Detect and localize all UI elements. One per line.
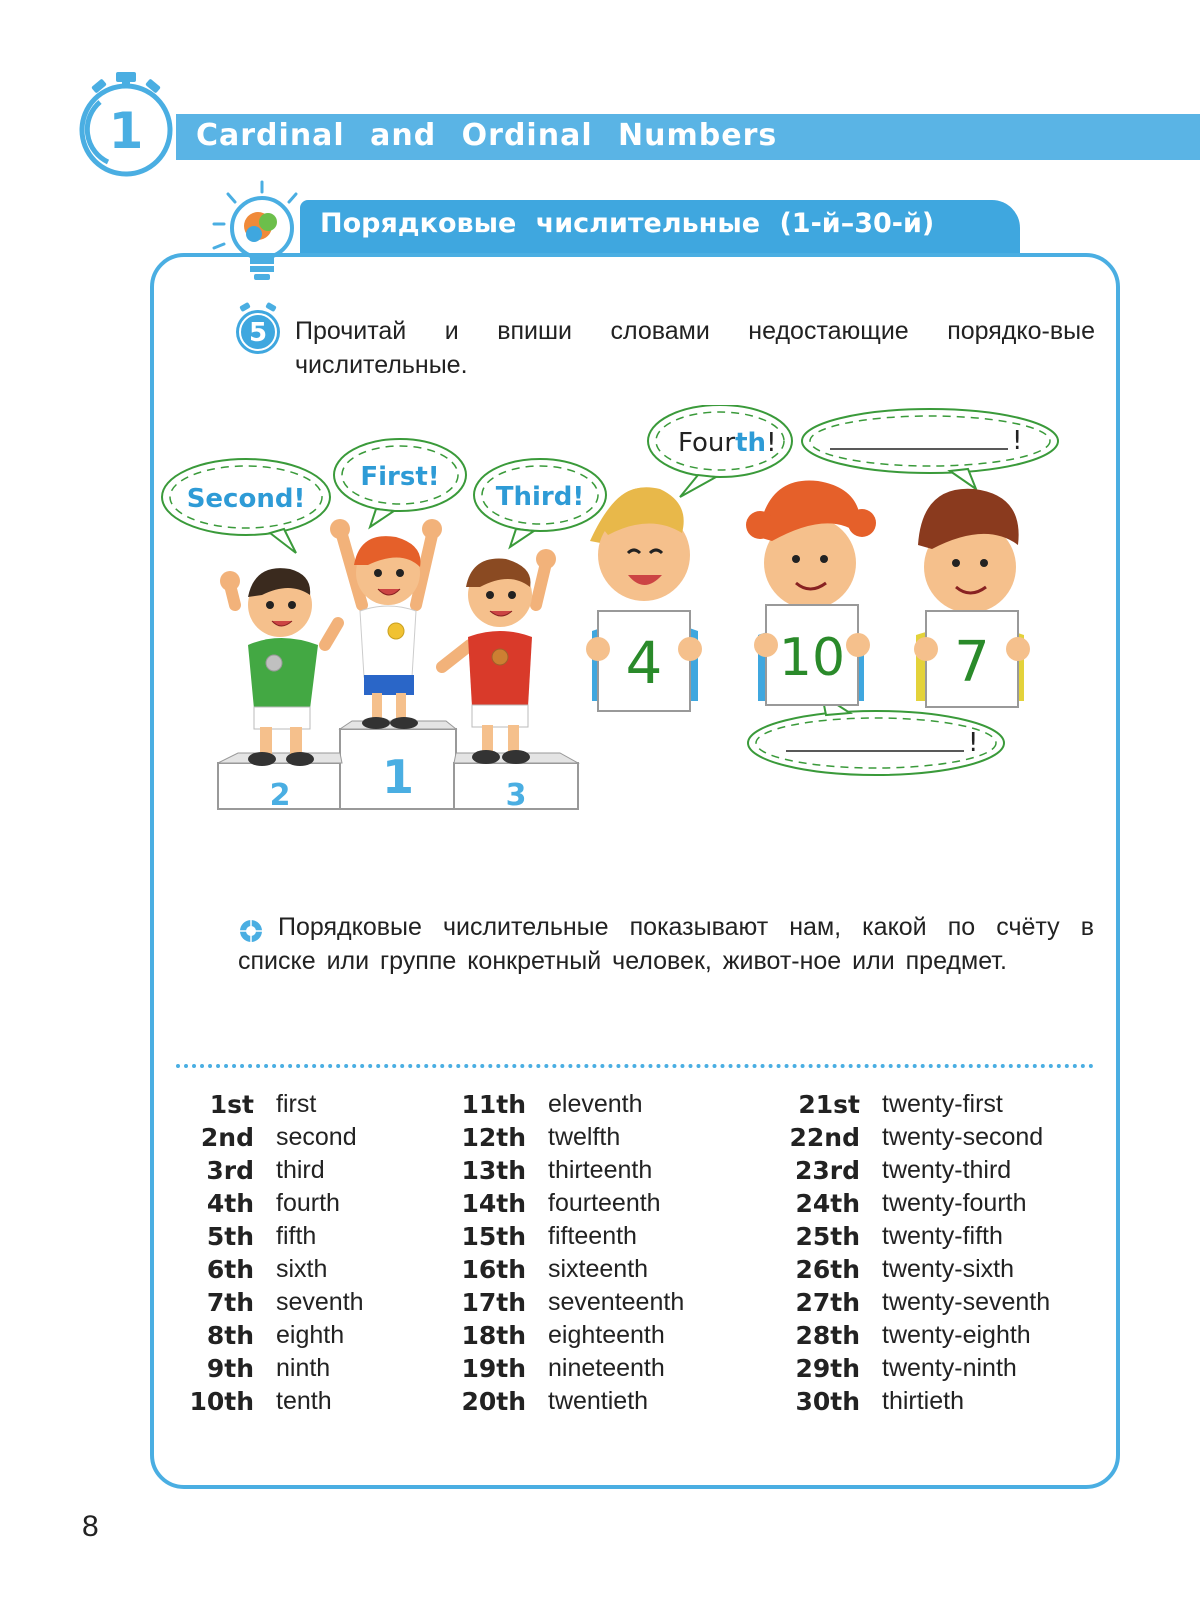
ordinal-row xyxy=(760,1286,1050,1319)
ordinal-row xyxy=(160,1154,364,1187)
ordinal-number: 18th xyxy=(461,1321,526,1350)
ordinal-row xyxy=(760,1253,1050,1286)
ordinal-word: twenty-eighth xyxy=(882,1321,1031,1349)
ordinal-row xyxy=(160,1088,364,1121)
page-number: 8 xyxy=(82,1510,99,1543)
ordinal-number: 19th xyxy=(461,1354,526,1383)
ordinal-word: twelfth xyxy=(548,1123,621,1151)
boy-with-sign-10 xyxy=(746,480,876,705)
speech-bubble-first xyxy=(334,439,466,527)
ordinal-row xyxy=(760,1154,1050,1187)
chapter-title: Cardinal and Ordinal Numbers xyxy=(196,118,778,153)
ordinal-number: 17th xyxy=(461,1288,526,1317)
ordinals-column-2 xyxy=(426,1088,684,1418)
boy-third-place xyxy=(442,549,556,764)
boy-second-place xyxy=(220,568,338,766)
ordinal-word: twentieth xyxy=(548,1387,649,1415)
ordinal-word: twenty-fifth xyxy=(882,1222,1003,1250)
ordinals-column-3 xyxy=(760,1088,1050,1418)
ordinal-word: sixteenth xyxy=(548,1255,649,1283)
ordinal-number: 8th xyxy=(206,1321,254,1350)
ordinal-word: seventh xyxy=(276,1288,364,1316)
ordinal-row xyxy=(426,1286,684,1319)
bubble-text-second: Second! xyxy=(186,484,306,514)
ordinal-number: 16th xyxy=(461,1255,526,1284)
divider xyxy=(176,1064,1094,1068)
ordinal-word: fifteenth xyxy=(548,1222,637,1250)
ordinal-row xyxy=(160,1319,364,1352)
sign-number-10: 10 xyxy=(778,628,846,688)
ordinal-word: third xyxy=(276,1156,325,1184)
ordinal-row xyxy=(160,1187,364,1220)
ordinal-word: twenty-seventh xyxy=(882,1288,1051,1316)
ordinal-number: 28th xyxy=(795,1321,860,1350)
ordinal-word: twenty-ninth xyxy=(882,1354,1017,1382)
ordinal-number: 9th xyxy=(206,1354,254,1383)
podium-label-1: 1 xyxy=(381,750,415,804)
ordinal-number: 12th xyxy=(461,1123,526,1152)
ordinal-number: 11th xyxy=(461,1090,526,1119)
ordinal-word: nineteenth xyxy=(548,1354,665,1382)
ordinal-word: thirteenth xyxy=(548,1156,653,1184)
task-instruction: Прочитай и впиши словами недостающие порядко-вые числительные. xyxy=(295,317,1095,379)
ordinal-number: 29th xyxy=(795,1354,860,1383)
speech-bubble-fourth xyxy=(648,405,792,497)
podium-label-3: 3 xyxy=(505,778,527,813)
ordinal-word: fifth xyxy=(276,1222,317,1250)
task-number-badge xyxy=(234,300,282,358)
ordinal-word: second xyxy=(276,1123,357,1151)
bubble-text-first: First! xyxy=(360,462,440,492)
ordinal-number: 1st xyxy=(209,1090,254,1119)
ordinal-row xyxy=(760,1121,1050,1154)
blank-top-end: ! xyxy=(1012,426,1023,456)
ordinal-row xyxy=(426,1352,684,1385)
ordinal-number: 10th xyxy=(189,1387,254,1416)
ordinal-word: sixth xyxy=(276,1255,328,1283)
ordinal-word: twenty-third xyxy=(882,1156,1012,1184)
ordinal-row xyxy=(426,1385,684,1418)
ordinal-number: 2nd xyxy=(200,1123,254,1152)
ordinal-row xyxy=(760,1220,1050,1253)
ordinal-number: 7th xyxy=(206,1288,254,1317)
ordinal-row xyxy=(426,1187,684,1220)
ordinal-number: 30th xyxy=(795,1387,860,1416)
ordinals-column-1 xyxy=(160,1088,364,1418)
ordinal-row xyxy=(160,1385,364,1418)
ordinal-number: 24th xyxy=(795,1189,860,1218)
ordinal-number: 20th xyxy=(461,1387,526,1416)
ordinal-row xyxy=(760,1352,1050,1385)
ordinal-number: 27th xyxy=(795,1288,860,1317)
ordinal-word: seventeenth xyxy=(548,1288,685,1316)
ordinal-word: tenth xyxy=(276,1387,332,1415)
ordinal-number: 25th xyxy=(795,1222,860,1251)
speech-bubble-blank-top xyxy=(802,409,1058,489)
ordinal-word: first xyxy=(276,1090,317,1118)
ordinal-row xyxy=(426,1088,684,1121)
bubble-text-fourth xyxy=(678,428,777,458)
ordinal-row xyxy=(426,1319,684,1352)
ordinal-word: thirtieth xyxy=(882,1387,964,1415)
ordinal-row xyxy=(160,1253,364,1286)
ordinal-word: eighteenth xyxy=(548,1321,665,1349)
ordinal-number: 15th xyxy=(461,1222,526,1251)
ordinal-word: fourteenth xyxy=(548,1189,661,1217)
rule-note: Порядковые числительные показывают нам, какой по счёту в списке или группе конкретный человек, живот-ное или предмет. xyxy=(238,913,1094,975)
sign-number-4: 4 xyxy=(625,629,663,697)
stopwatch-icon xyxy=(78,66,190,182)
sign-number-7: 7 xyxy=(954,630,990,695)
boy-first-place xyxy=(330,519,442,729)
ordinal-word: eleventh xyxy=(548,1090,643,1118)
ordinal-row xyxy=(760,1385,1050,1418)
children-illustration xyxy=(150,405,1120,865)
bubble-text-third: Third! xyxy=(495,482,585,512)
ordinal-row xyxy=(426,1253,684,1286)
ordinal-number: 4th xyxy=(206,1189,254,1218)
ordinal-word: ninth xyxy=(276,1354,331,1382)
fourth-end: ! xyxy=(766,428,777,458)
task-number: 5 xyxy=(248,318,268,348)
ordinal-number: 21st xyxy=(798,1090,860,1119)
ordinal-word: twenty-fourth xyxy=(882,1189,1027,1217)
fourth-suffix: th xyxy=(735,428,767,458)
ordinal-row xyxy=(426,1121,684,1154)
ordinal-number: 22nd xyxy=(789,1123,860,1152)
ordinal-word: twenty-sixth xyxy=(882,1255,1014,1283)
ordinal-row xyxy=(760,1187,1050,1220)
ordinal-row xyxy=(160,1286,364,1319)
ordinal-row xyxy=(426,1154,684,1187)
ordinal-row xyxy=(160,1121,364,1154)
ordinal-number: 5th xyxy=(206,1222,254,1251)
ordinal-number: 14th xyxy=(461,1189,526,1218)
ordinal-word: twenty-first xyxy=(882,1090,1003,1118)
fourth-prefix: Four xyxy=(678,428,736,458)
speech-bubble-second xyxy=(162,459,330,553)
chapter-number: 1 xyxy=(108,102,144,160)
speech-bubble-third xyxy=(474,459,606,547)
boy-with-sign-4 xyxy=(586,487,702,711)
ordinal-word: twenty-second xyxy=(882,1123,1044,1151)
boy-with-sign-7 xyxy=(914,489,1030,707)
ordinal-row xyxy=(760,1319,1050,1352)
ordinal-row xyxy=(160,1220,364,1253)
ordinal-row xyxy=(160,1352,364,1385)
ordinal-number: 6th xyxy=(206,1255,254,1284)
ordinal-word: fourth xyxy=(276,1189,340,1217)
ordinal-number: 13th xyxy=(461,1156,526,1185)
ordinal-word: eighth xyxy=(276,1321,345,1349)
blank-bottom-end: ! xyxy=(968,728,979,758)
ordinal-row xyxy=(426,1220,684,1253)
ordinal-number: 3rd xyxy=(206,1156,254,1185)
ordinal-number: 23rd xyxy=(794,1156,860,1185)
podium-label-2: 2 xyxy=(269,778,291,813)
section-title: Порядковые числительные (1-й–30-й) xyxy=(320,208,935,239)
ordinal-number: 26th xyxy=(795,1255,860,1284)
ordinal-row xyxy=(760,1088,1050,1121)
